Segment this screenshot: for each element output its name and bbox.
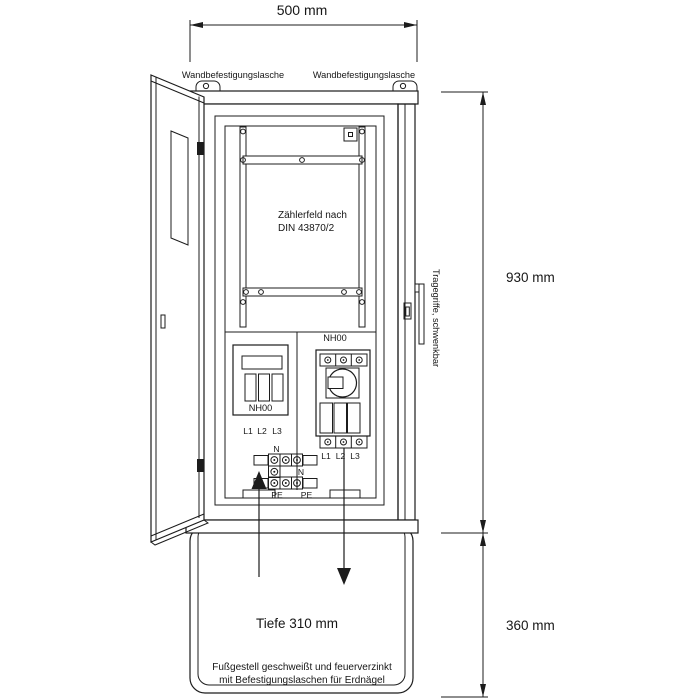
pe-label-left: PE	[271, 490, 283, 500]
door-face	[151, 75, 204, 542]
arrow-down-icon	[480, 520, 486, 533]
depth-dimension-label: Tiefe 310 mm	[255, 616, 339, 631]
hinge-icon	[197, 142, 204, 155]
n-rail-label: N	[273, 444, 280, 454]
side-handle-group	[404, 269, 441, 367]
phase-label-l2: L2	[335, 451, 346, 461]
wall-bracket-label-left: Wandbefestigungslasche	[181, 70, 285, 80]
cabinet-side-wall	[398, 104, 415, 520]
handle-bracket	[415, 284, 419, 292]
arrow-right-icon	[404, 22, 417, 28]
foot-height-label: 360 mm	[506, 618, 555, 633]
arrow-left-icon	[190, 22, 203, 28]
meter-field-label-line2: DIN 43870/2	[278, 223, 335, 234]
mounting-tab-right	[393, 81, 417, 91]
meter-field-label-line1: Zählerfeld nach	[278, 210, 347, 221]
arrow-up-icon	[480, 533, 486, 546]
n-mid-label: N	[297, 467, 305, 477]
foot-frame	[190, 526, 413, 693]
cabinet-front-face	[203, 104, 398, 520]
pe-label-right: PE	[300, 490, 313, 500]
phase-label-l3: L3	[272, 426, 282, 436]
carry-handle	[419, 284, 424, 344]
arrow-down-icon	[480, 684, 486, 697]
wall-bracket-label-right: Wandbefestigungslasche	[312, 70, 416, 80]
phase-label-l1: L1	[321, 451, 331, 461]
right-height-dimensions	[441, 92, 555, 697]
phase-label-l3: L3	[350, 451, 360, 461]
width-dimension-label: 500 mm	[276, 2, 328, 18]
cabinet-bottom-bar	[186, 520, 418, 533]
cabinet-top-bar	[190, 91, 418, 104]
foot-note-line1: Fußgestell geschweißt und feuerverzinkt	[212, 662, 392, 673]
hinge-icon	[197, 459, 204, 472]
handle-label: Tragegriffe, schwenkbar	[431, 268, 441, 368]
fuse-rail-type-label: NH00	[248, 403, 273, 413]
phase-label-l2: L2	[257, 426, 267, 436]
top-width-dimension	[190, 2, 417, 62]
phase-label-l1: L1	[243, 426, 253, 436]
door-latch-inner	[406, 307, 410, 316]
switch-type-label: NH00	[323, 333, 347, 343]
arrow-up-icon	[480, 92, 486, 105]
body-height-label: 930 mm	[506, 270, 555, 285]
switch-handle-grip	[328, 377, 343, 389]
mounting-tab-left	[196, 81, 220, 91]
foot-note-line2: mit Befestigungslaschen für Erdnägel	[219, 675, 385, 686]
cabinet-door-open	[151, 75, 208, 545]
